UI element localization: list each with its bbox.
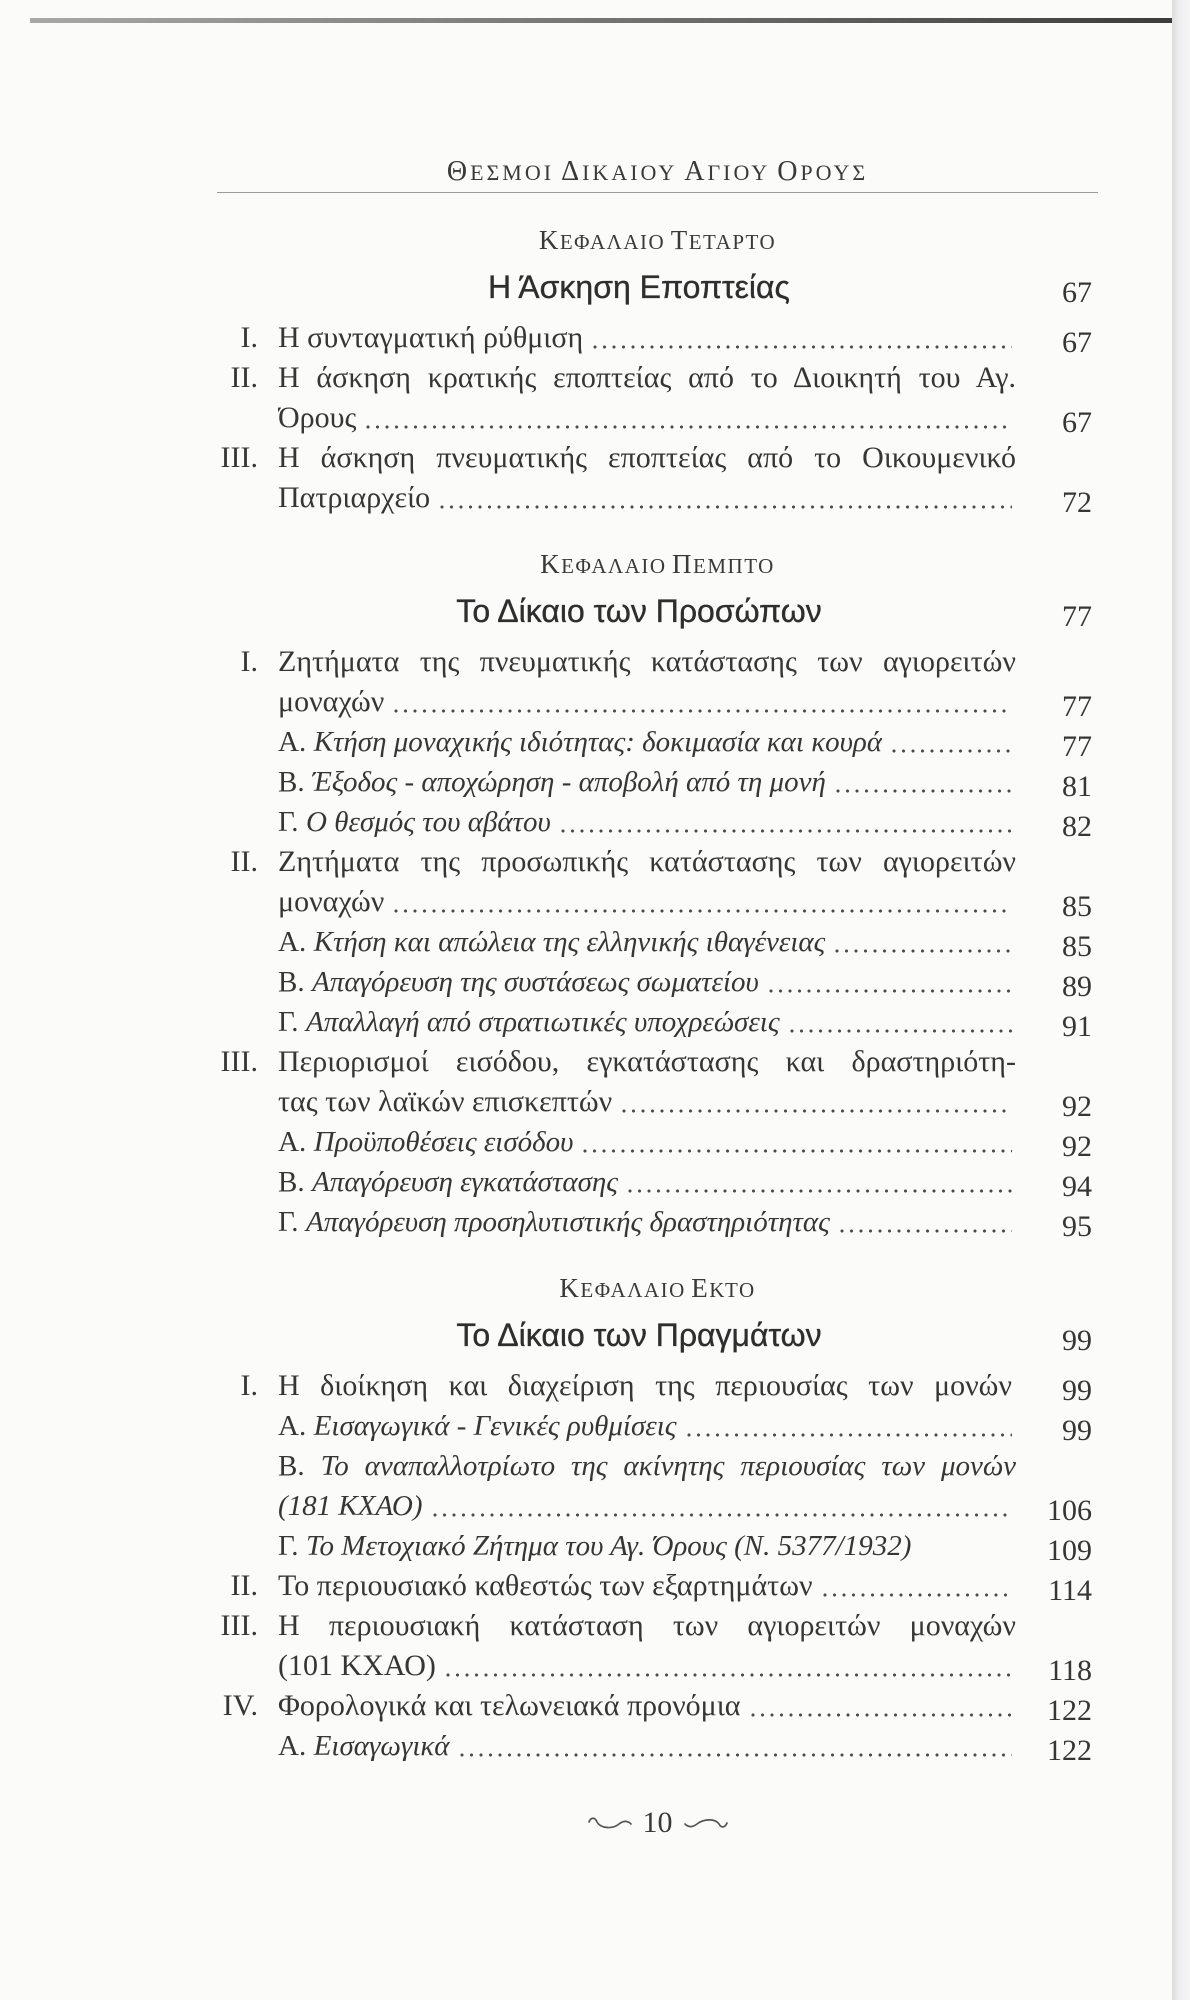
toc-line-text — [278, 1526, 911, 1566]
toc-entry-title: Απαγόρευση προσηλυτιστικής δραστηριότητας — [306, 1206, 830, 1238]
toc-entry-title: Κτήση μοναχικής ιδιότητας: δοκιμασία και κουρά — [313, 726, 883, 758]
chapter-title: Το Δίκαιο των Πραγμάτων — [456, 1317, 822, 1353]
section-numeral: IV. — [222, 1689, 258, 1722]
toc-line — [278, 1202, 1092, 1242]
toc-line — [278, 1122, 1092, 1162]
section-numeral: II. — [230, 361, 258, 394]
toc-line-text — [278, 1002, 780, 1042]
toc-entry-title: Πατριαρχείο — [278, 481, 431, 514]
dot-leader — [833, 922, 1012, 962]
toc-line-text — [278, 762, 826, 802]
small-caps-letters: ΕΤΑΡΤΟ — [688, 230, 777, 254]
toc-entry-title: Η άσκηση πνευματικής εποπτείας από το Οικουμενικό — [278, 441, 1016, 474]
toc-line-text — [278, 922, 825, 962]
toc-subentry — [0, 1202, 1190, 1242]
toc-entry-title: Ο θεσμός του αβάτου — [306, 806, 551, 838]
dot-leader — [364, 398, 1012, 438]
toc-subentry — [0, 922, 1190, 962]
page-number: 85 — [1062, 930, 1092, 962]
toc-line — [278, 962, 1092, 1002]
toc-entry-body — [278, 802, 1092, 842]
chapter-label — [217, 544, 1098, 584]
small-caps-letters: ΕΦΑΛΑΙΟ — [580, 1278, 686, 1302]
page-number: 95 — [1062, 1210, 1092, 1242]
page-number: 118 — [1048, 1654, 1092, 1686]
toc-line — [278, 478, 1092, 518]
toc-entry-body — [278, 1002, 1092, 1042]
section-numeral: I. — [240, 645, 258, 678]
page-number: 122 — [1047, 1734, 1092, 1766]
page-number: 77 — [1062, 730, 1092, 762]
subsection-letter: Β. — [278, 1450, 305, 1482]
toc-entry-title: Κτήση και απώλεια της ελληνικής ιθαγένειας — [313, 926, 826, 958]
toc-entry-list — [0, 318, 1190, 518]
toc-entry-title: Απαλλαγή από στρατιωτικές υποχρεώσεις — [306, 1006, 780, 1038]
section-numeral: II. — [230, 1569, 258, 1602]
toc-subentry — [0, 1446, 1190, 1526]
dot-leader — [438, 478, 1012, 518]
initial-capital: Θ — [446, 156, 471, 187]
section-numeral: III. — [220, 441, 258, 474]
toc-line — [278, 722, 1092, 762]
dot-leader — [626, 1162, 1012, 1202]
toc-line — [278, 1646, 1092, 1686]
chapter-title: Το Δίκαιο των Προσώπων — [456, 593, 822, 629]
toc-entry-title: Η διοίκηση και διαχείριση της περιουσίας των μονών — [278, 1369, 1012, 1402]
chapter-section — [0, 1268, 1190, 1766]
initial-capital: Ε — [691, 1273, 710, 1303]
dot-leader — [767, 962, 1012, 1002]
toc-entry-title: (181 ΚΧΑΟ) — [278, 1490, 423, 1522]
page-number: 89 — [1062, 970, 1092, 1002]
toc-entry-body — [278, 1406, 1092, 1446]
running-header — [217, 152, 1098, 193]
chapter-page-number: 67 — [1062, 276, 1092, 309]
toc-entry-title: Η περιουσιακή κατάσταση των αγιορειτών μοναχών — [278, 1609, 1016, 1642]
subsection-letter: Α. — [278, 1126, 307, 1158]
table-of-contents — [0, 194, 1190, 1843]
toc-line — [278, 1606, 1016, 1646]
page-number: 99 — [1062, 1414, 1092, 1446]
toc-line — [278, 922, 1092, 962]
toc-line-text — [278, 398, 356, 438]
dot-leader — [581, 1122, 1012, 1162]
dot-leader — [458, 1726, 1012, 1766]
toc-entry-body — [278, 1202, 1092, 1242]
scan-top-edge — [30, 18, 1172, 23]
initial-capital: Α — [684, 156, 708, 187]
initial-capital: Κ — [559, 1273, 581, 1303]
chapter-page-number: 77 — [1062, 600, 1092, 633]
toc-subentry — [0, 1002, 1190, 1042]
toc-line-text — [278, 882, 384, 922]
toc-line-text — [278, 1406, 677, 1446]
toc-entry-body — [278, 318, 1092, 358]
page-number: 72 — [1062, 486, 1092, 518]
toc-entry-title: Ζητήματα της προσωπικής κατάστασης των αγιορειτών — [278, 845, 1016, 878]
chapter-section — [0, 220, 1190, 518]
toc-subentry — [0, 802, 1190, 842]
toc-line — [278, 802, 1092, 842]
toc-line — [278, 1486, 1092, 1526]
section-numeral: III. — [220, 1609, 258, 1642]
initial-capital: Τ — [670, 225, 689, 255]
section-numeral: I. — [240, 321, 258, 354]
toc-line — [278, 1446, 1016, 1486]
toc-entry-title: Εισαγωγικά - Γενικές ρυθμίσεις — [313, 1410, 677, 1442]
section-numeral: I. — [240, 1369, 258, 1402]
toc-line — [278, 682, 1092, 722]
toc-entry-list — [0, 1366, 1190, 1766]
toc-entry-body — [278, 1686, 1092, 1726]
toc-line — [278, 642, 1016, 682]
page-number: 92 — [1062, 1090, 1092, 1122]
subsection-letter: Β. — [278, 1166, 305, 1198]
toc-line — [278, 1162, 1092, 1202]
toc-line-text — [278, 682, 384, 722]
toc-entry — [0, 438, 1190, 518]
toc-line-text — [278, 1646, 436, 1686]
dot-leader — [890, 722, 1012, 762]
page-number: 92 — [1062, 1130, 1092, 1162]
small-caps-letters: ΕΦΑΛΑΙΟ — [561, 554, 667, 578]
dot-leader — [559, 802, 1012, 842]
chapter-title-row — [0, 264, 1190, 310]
toc-entry-body — [278, 1566, 1092, 1606]
page-number: 91 — [1062, 1010, 1092, 1042]
subsection-letter: Α. — [278, 926, 307, 958]
toc-entry — [0, 1042, 1190, 1122]
page-number: 114 — [1048, 1574, 1092, 1606]
toc-line — [278, 1082, 1092, 1122]
chapter-label — [217, 220, 1098, 260]
toc-line-text — [278, 1726, 450, 1766]
toc-entry-title: Το αναπαλλοτρίωτο της ακίνητης περιουσίας των μονών — [320, 1450, 1016, 1482]
toc-entry-body — [278, 842, 1092, 922]
toc-entry-title: Η συνταγματική ρύθμιση — [278, 321, 584, 354]
toc-entry-body — [278, 762, 1092, 802]
toc-subentry — [0, 962, 1190, 1002]
page-number: 67 — [1062, 326, 1092, 358]
toc-line-text — [278, 962, 759, 1002]
toc-line — [278, 438, 1016, 478]
dot-leader — [685, 1406, 1012, 1446]
page-number: 67 — [1062, 406, 1092, 438]
toc-entry-body — [278, 1122, 1092, 1162]
toc-line — [278, 1726, 1092, 1766]
toc-subentry — [0, 1406, 1190, 1446]
small-caps-letters: ΕΦΑΛΑΙΟ — [559, 230, 666, 254]
page-number: 99 — [1062, 1374, 1092, 1406]
toc-entry-body — [278, 1446, 1092, 1526]
toc-subentry — [0, 1526, 1190, 1566]
toc-line-text — [278, 1686, 741, 1726]
toc-entry-body — [278, 1042, 1092, 1122]
toc-entry-body — [278, 1366, 1092, 1406]
chapter-title-row — [0, 588, 1190, 634]
toc-line — [278, 1686, 1092, 1726]
toc-entry-title: Απαγόρευση εγκατάστασης — [312, 1166, 619, 1198]
toc-entry — [0, 642, 1190, 722]
toc-line-text — [278, 722, 882, 762]
toc-entry — [0, 1606, 1190, 1686]
toc-entry-title: Απαγόρευση της συστάσεως σωματείου — [312, 966, 759, 998]
toc-subentry — [0, 762, 1190, 802]
dot-leader — [834, 762, 1012, 802]
toc-line — [278, 1406, 1092, 1446]
toc-entry-title: μοναχών — [278, 885, 385, 918]
subsection-letter: Α. — [278, 726, 307, 758]
toc-subentry — [0, 1122, 1190, 1162]
toc-entry-title: Το περιουσιακό καθεστώς των εξαρτημάτων — [278, 1569, 813, 1602]
toc-line — [278, 842, 1016, 882]
toc-line — [278, 358, 1016, 398]
subsection-letter: Γ. — [278, 806, 299, 838]
subsection-letter: Γ. — [278, 1530, 299, 1562]
subsection-letter: Γ. — [278, 1206, 299, 1238]
toc-entry-body — [278, 1606, 1092, 1686]
toc-line — [278, 1526, 1092, 1566]
page-number: 77 — [1062, 690, 1092, 722]
chapter-page-number: 99 — [1062, 1324, 1092, 1357]
toc-line — [278, 1002, 1092, 1042]
page-number: 81 — [1062, 770, 1092, 802]
small-caps-letters: ΙΚΑΙΟΥ — [582, 160, 678, 185]
toc-entry-title: Προϋποθέσεις εισόδου — [313, 1126, 574, 1158]
toc-entry-body — [278, 722, 1092, 762]
toc-line-text — [278, 1122, 573, 1162]
toc-entry-title: Το Μετοχιακό Ζήτημα του Αγ. Όρους (Ν. 5377/1932) — [306, 1530, 912, 1562]
toc-entry-title: Ζητήματα της πνευματικής κατάστασης των αγιορειτών — [278, 645, 1016, 678]
page-number: 94 — [1062, 1170, 1092, 1202]
dot-leader — [838, 1202, 1012, 1242]
subsection-letter: Α. — [278, 1730, 307, 1762]
dot-leader — [821, 1566, 1012, 1606]
toc-line — [278, 882, 1092, 922]
dot-leader — [444, 1646, 1012, 1686]
chapter-label — [217, 1268, 1098, 1308]
dot-leader — [431, 1486, 1012, 1526]
subsection-letter: Β. — [278, 766, 305, 798]
toc-entry — [0, 1366, 1190, 1406]
toc-line-text — [278, 1366, 1012, 1406]
toc-line-text — [278, 478, 430, 518]
toc-entry-body — [278, 438, 1092, 518]
toc-entry — [0, 358, 1190, 438]
toc-entry-body — [278, 642, 1092, 722]
page-number: 10 — [642, 1806, 673, 1839]
swash-right-icon — [683, 1813, 729, 1833]
toc-line-text — [278, 1566, 813, 1606]
section-numeral: III. — [220, 1045, 258, 1078]
toc-subentry — [0, 1726, 1190, 1766]
swash-left-icon — [587, 1813, 633, 1833]
toc-entry-title: μοναχών — [278, 685, 385, 718]
dot-leader — [620, 1082, 1012, 1122]
toc-entry-body — [278, 1526, 1092, 1566]
subsection-letter: Γ. — [278, 1006, 299, 1038]
toc-line — [278, 762, 1092, 802]
toc-subentry — [0, 722, 1190, 762]
chapter-section — [0, 544, 1190, 1242]
toc-entry-body — [278, 358, 1092, 438]
dot-leader — [749, 1686, 1012, 1726]
toc-line — [278, 398, 1092, 438]
toc-entry — [0, 842, 1190, 922]
toc-line-text — [278, 318, 583, 358]
toc-line-text — [278, 1202, 830, 1242]
page-number: 106 — [1047, 1494, 1092, 1526]
small-caps-letters: ΡΟΥΣ — [800, 160, 869, 185]
page-footer — [217, 1803, 1098, 1843]
toc-line-text — [278, 1082, 612, 1122]
page-number: 109 — [1047, 1534, 1092, 1566]
toc-line — [278, 1042, 1016, 1082]
initial-capital: Δ — [561, 156, 583, 187]
toc-entry-list — [0, 642, 1190, 1242]
toc-entry-body — [278, 962, 1092, 1002]
small-caps-letters: ΚΤΟ — [709, 1278, 756, 1302]
chapter-title-row — [0, 1312, 1190, 1358]
small-caps-letters: ΕΣΜΟΙ — [470, 160, 555, 185]
initial-capital: Κ — [538, 225, 560, 255]
page-number: 85 — [1062, 890, 1092, 922]
toc-subentry — [0, 1162, 1190, 1202]
toc-entry-title: Φορολογικά και τελωνειακά προνόμια — [278, 1689, 741, 1722]
initial-capital: Π — [672, 549, 694, 579]
toc-entry-body — [278, 1162, 1092, 1202]
page-number: 122 — [1047, 1694, 1092, 1726]
toc-line-text — [278, 1486, 423, 1526]
toc-entry-title: τας των λαϊκών επισκεπτών — [278, 1085, 613, 1118]
toc-line-text — [278, 802, 551, 842]
toc-line — [278, 318, 1092, 358]
toc-entry-title: Η άσκηση κρατικής εποπτείας από το Διοικητή του Αγ. — [278, 361, 1016, 394]
toc-entry-body — [278, 1726, 1092, 1766]
page-number: 82 — [1062, 810, 1092, 842]
toc-entry-title: Όρους — [278, 401, 357, 434]
chapter-title: Η Άσκηση Εποπτείας — [488, 269, 790, 305]
small-caps-letters: ΓΙΟΥ — [707, 160, 771, 185]
toc-entry — [0, 1686, 1190, 1726]
chapter-list — [0, 220, 1190, 1766]
toc-line — [278, 1366, 1092, 1406]
toc-entry-body — [278, 922, 1092, 962]
toc-line-text — [278, 1162, 618, 1202]
toc-entry — [0, 1566, 1190, 1606]
initial-capital: Κ — [540, 549, 562, 579]
toc-entry-title: Περιορισμοί εισόδου, εγκατάστασης και δραστηριότη- — [278, 1045, 1016, 1078]
small-caps-letters: ΕΜΠΤΟ — [693, 554, 775, 578]
dot-leader — [591, 318, 1012, 358]
dot-leader — [392, 682, 1012, 722]
dot-leader — [392, 882, 1012, 922]
initial-capital: Ο — [777, 156, 801, 187]
dot-leader — [788, 1002, 1012, 1042]
toc-entry-title: Έξοδος - αποχώρηση - αποβολή από τη μονή — [312, 766, 826, 798]
subsection-letter: Α. — [278, 1410, 307, 1442]
toc-line — [278, 1566, 1092, 1606]
section-numeral: II. — [230, 845, 258, 878]
toc-entry-title: Εισαγωγικά — [313, 1730, 450, 1762]
toc-entry — [0, 318, 1190, 358]
toc-entry-title: (101 ΚΧΑΟ) — [278, 1649, 436, 1682]
subsection-letter: Β. — [278, 966, 305, 998]
